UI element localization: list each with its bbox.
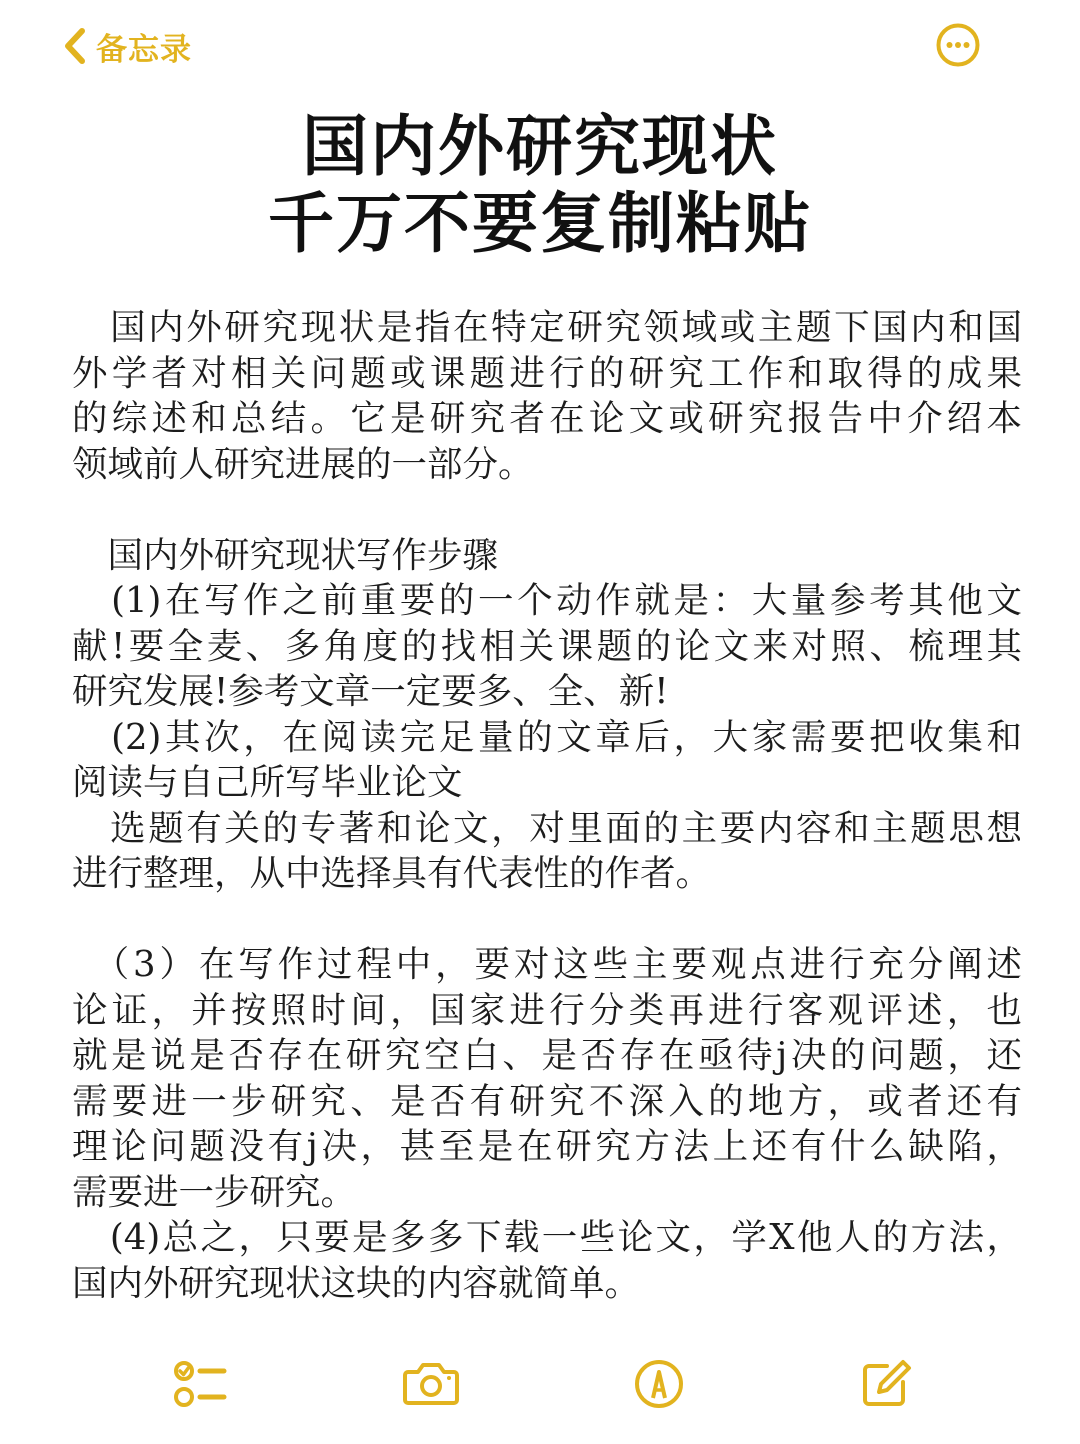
chevron-left-icon [62, 26, 88, 66]
note-body-line: 的综述和总结。它是研究者在论文或研究报告中介绍本 [72, 398, 1022, 439]
note-body-line: (1)在写作之前重要的一个动作就是：大量参考其他文 [72, 580, 1022, 621]
compose-icon [857, 1354, 917, 1414]
note-body-line: 需要进一步研究、是否有研究不深入的地方，或者还有 [72, 1080, 1022, 1122]
navigation-bar [0, 0, 1080, 92]
markup-button[interactable] [629, 1354, 689, 1414]
note-body-line: 外学者对相关问题或课题进行的研究工作和取得的成果 [72, 352, 1022, 394]
note-body[interactable] [72, 305, 1022, 1306]
note-body-line: 选题有关的专著和论文，对里面的主要内容和主题思想 [72, 807, 1022, 849]
note-body-line: 进行整理，从中选择具有代表性的作者。 [72, 853, 712, 894]
note-body-line: 献!要全麦、多角度的找相关课题的论文来对照、梳理其 [72, 625, 1022, 667]
note-blank-line [72, 487, 1022, 533]
note-title-line: 国内外研究现状 [302, 107, 778, 185]
markup-pen-icon [629, 1354, 689, 1414]
note-body-line: 国内外研究现状这块的内容就简单。 [72, 1262, 641, 1304]
note-title[interactable] [0, 108, 1080, 262]
checklist-button[interactable] [170, 1354, 230, 1414]
back-button[interactable] [62, 22, 192, 70]
note-body-line: (2)其次，在阅读完足量的文章后，大家需要把收集和 [72, 716, 1022, 758]
note-body-line: 论证，并按照时间，国家进行分类再进行客观评述，也 [72, 989, 1022, 1031]
note-body-line: 需要进一步研究。 [72, 1171, 357, 1213]
bottom-toolbar [0, 1350, 1080, 1420]
note-body-line: （3）在写作过程中，要对这些主要观点进行充分阐述 [72, 944, 1022, 985]
back-button-label: 备忘录 [96, 31, 192, 68]
ellipsis-circle-icon [934, 54, 982, 73]
note-body-line: 就是说是否存在研究空白、是否存在亟待j决的问题，还 [72, 1035, 1022, 1076]
note-body-line: 国内外研究现状是指在特定研究领域或主题下国内和国 [72, 307, 1022, 348]
note-body-line: 研究发展!参考文章一定要多、全、新! [72, 671, 669, 712]
checklist-icon [170, 1354, 230, 1414]
note-body-line: (4)总之，只要是多多下载一些论文，学X他人的方法， [72, 1217, 1022, 1258]
camera-icon [401, 1354, 461, 1414]
note-body-line: 理论问题没有j决，甚至是在研究方法上还有什么缺陷， [72, 1126, 1022, 1167]
note-body-line: 阅读与自己所写毕业论文 [72, 762, 463, 803]
note-title-line: 千万不要复制粘贴 [268, 184, 812, 262]
note-body-line: 领域前人研究进展的一部分。 [72, 443, 534, 485]
more-options-button[interactable] [934, 21, 982, 69]
note-blank-line [72, 897, 1022, 943]
note-body-line: 国内外研究现状写作步骤 [72, 534, 499, 576]
compose-button[interactable] [857, 1354, 917, 1414]
camera-button[interactable] [401, 1354, 461, 1414]
